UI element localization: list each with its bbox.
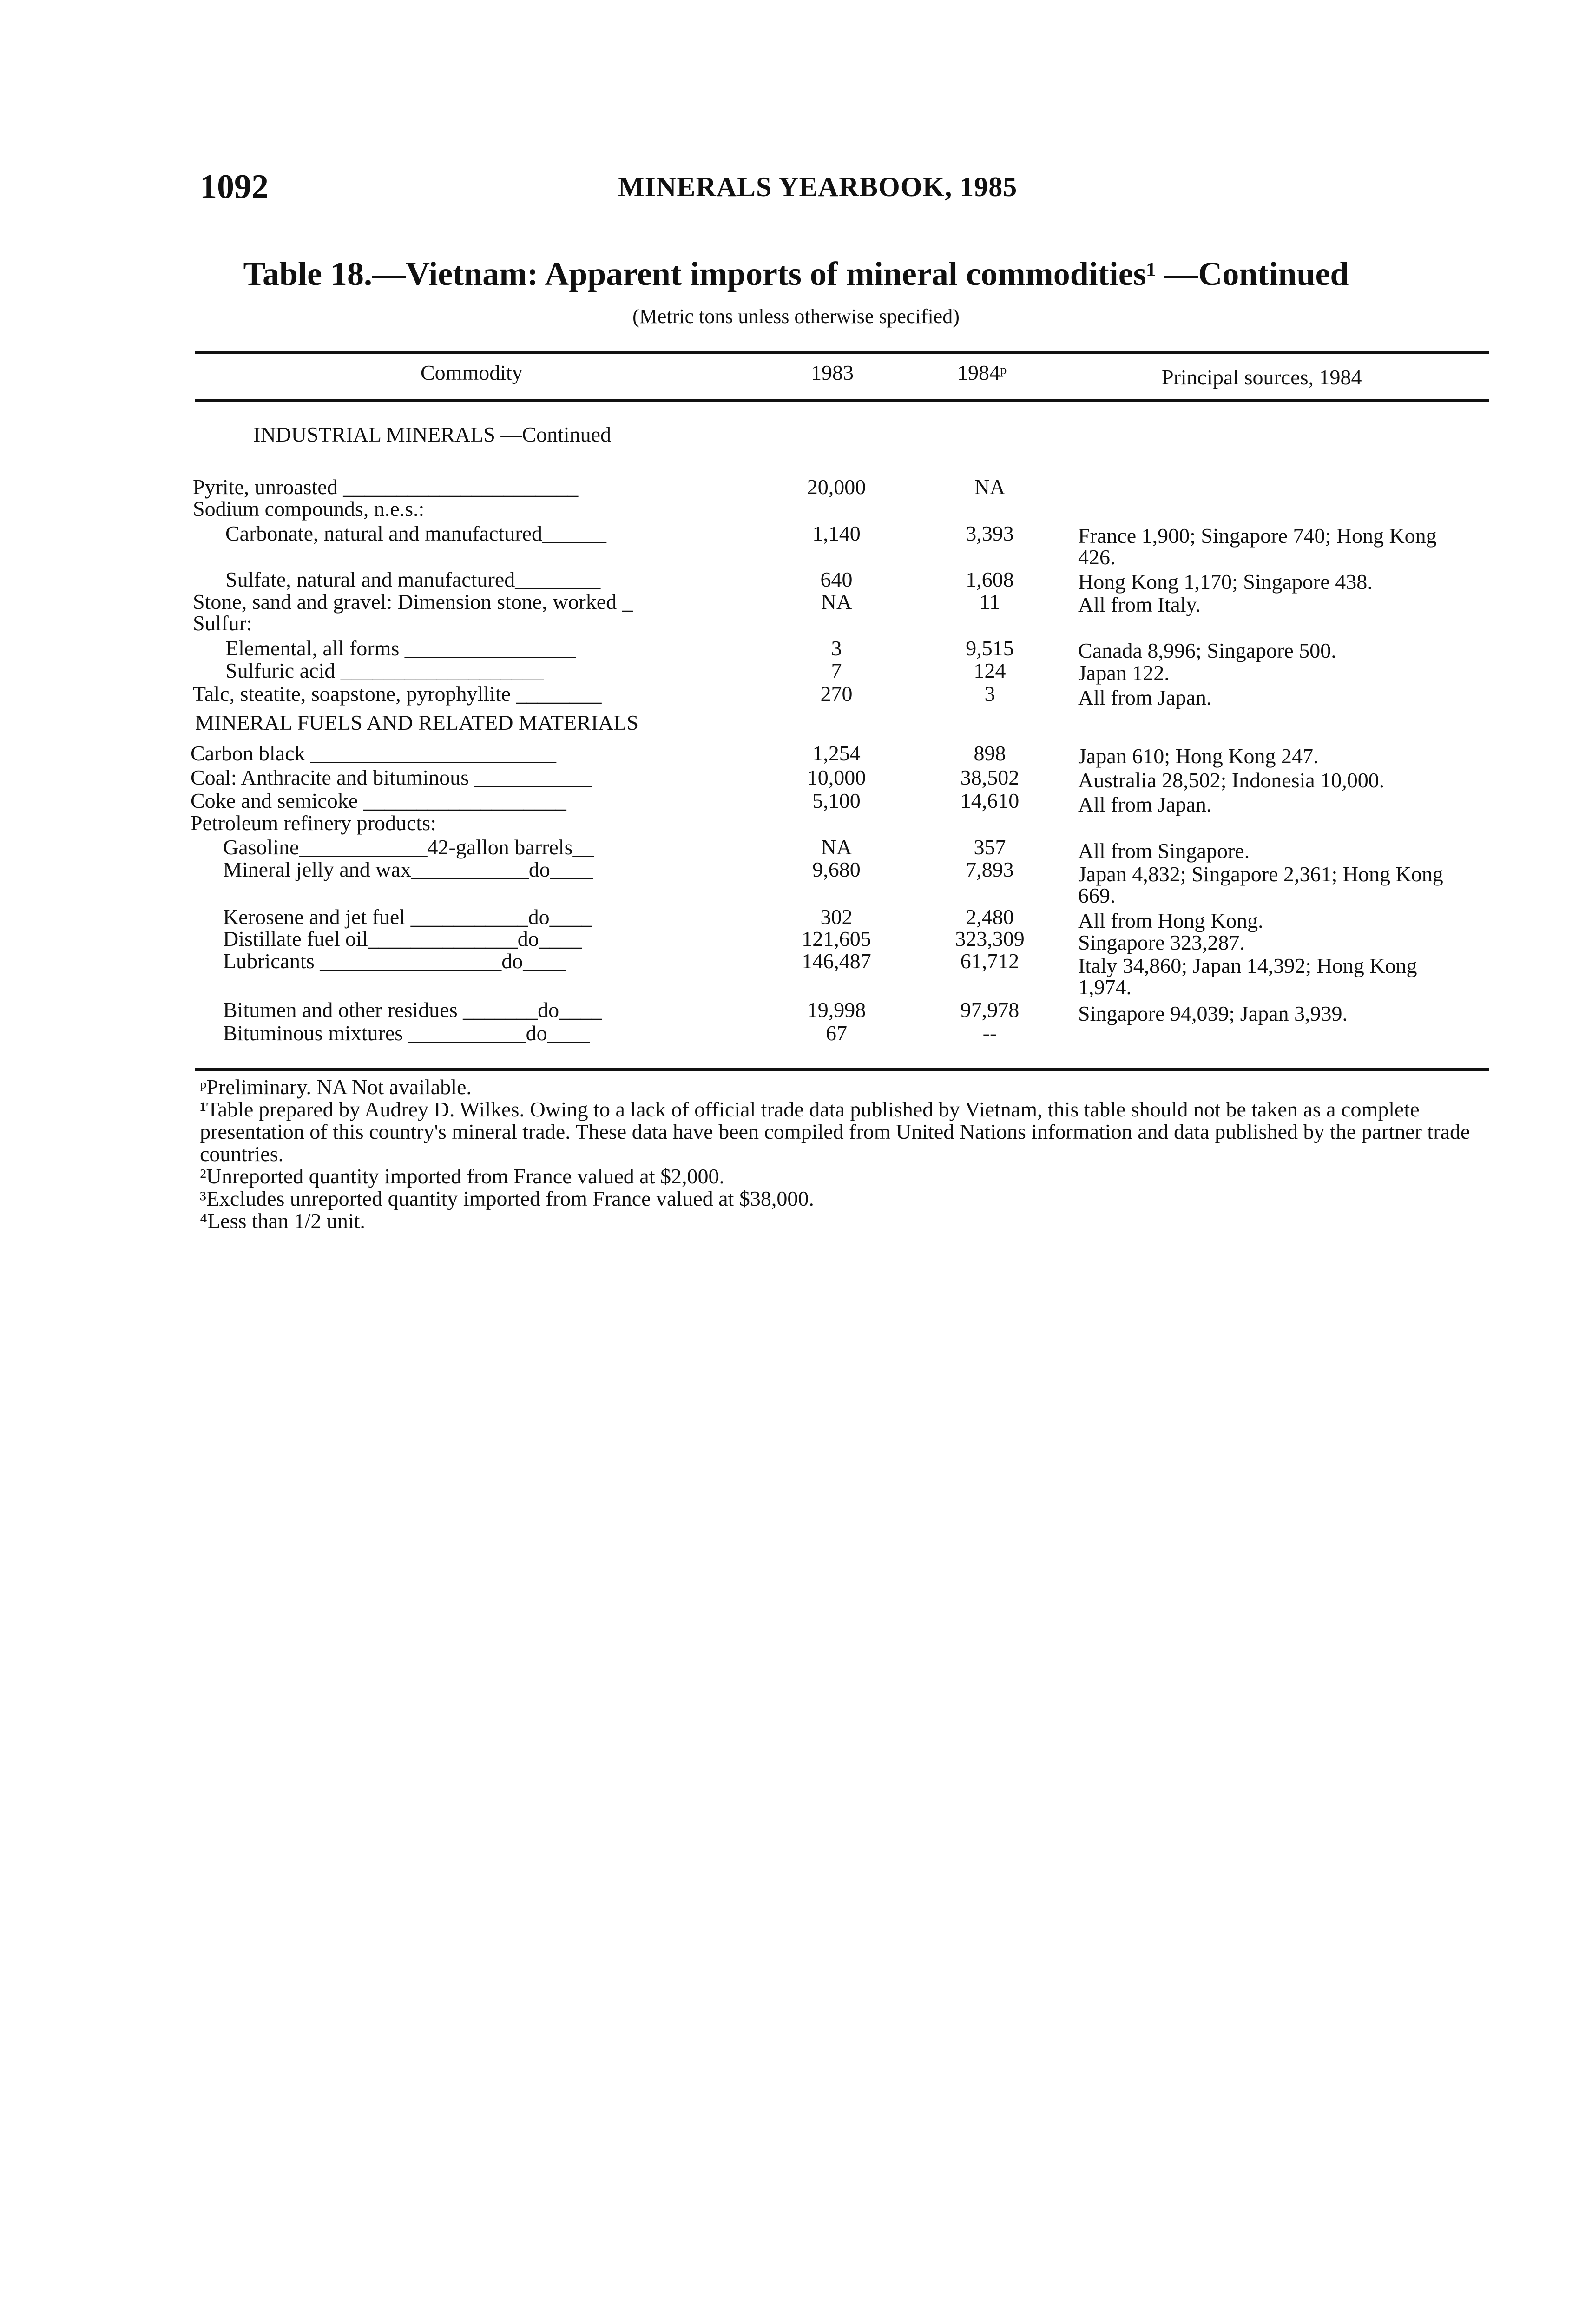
value-1983: NA [821, 835, 852, 859]
value-1984: 323,309 [955, 927, 1025, 951]
commodity-cell: Gasoline____________42-gallon barrels__ [223, 835, 594, 859]
page-number: 1092 [200, 168, 269, 206]
value-1983: 20,000 [807, 475, 866, 499]
sources-cell: France 1,900; Singapore 740; Hong Kong 426. [1078, 524, 1437, 569]
footnotes [188, 1076, 1485, 1232]
commodity-cell: Coke and semicoke ___________________ [191, 789, 566, 812]
value-1984: 61,712 [960, 949, 1020, 973]
column-header-1984: 1984ᵖ [957, 361, 1007, 384]
value-1984: NA [974, 475, 1006, 499]
commodity-cell: Elemental, all forms ________________ [225, 636, 576, 660]
table-bottom-rule [195, 1068, 1489, 1071]
value-1983: 302 [820, 905, 853, 929]
footnote: ⁴Less than 1/2 unit. [200, 1209, 365, 1233]
commodity-cell: Pyrite, unroasted ______________________ [193, 475, 579, 499]
commodity-cell: Carbonate, natural and manufactured______ [225, 522, 607, 545]
column-header-commodity: Commodity [421, 361, 523, 384]
commodity-cell: Lubricants _________________do____ [223, 949, 566, 973]
value-1984: 97,978 [960, 998, 1020, 1022]
sources-cell: Italy 34,860; Japan 14,392; Hong Kong 1,974. [1078, 954, 1417, 999]
value-1983: 67 [826, 1021, 847, 1045]
value-1983: 121,605 [802, 927, 871, 951]
commodity-cell: Bitumen and other residues _______do____ [223, 998, 602, 1022]
value-1984: 7,893 [966, 858, 1014, 881]
sources-cell: Canada 8,996; Singapore 500. [1078, 639, 1336, 662]
column-header-sources: Principal sources, 1984 [1162, 365, 1362, 389]
value-1984: 11 [979, 590, 1000, 614]
value-1984: 898 [974, 741, 1006, 765]
table-title: Table 18.—Vietnam: Apparent imports of mineral commodities¹ —Continued [243, 255, 1349, 292]
value-1984: 3 [984, 682, 995, 706]
value-1984: 3,393 [966, 522, 1014, 545]
value-1983: 19,998 [807, 998, 866, 1022]
value-1983: 270 [820, 682, 853, 706]
value-1984: -- [982, 1021, 997, 1045]
sources-cell: Singapore 94,039; Japan 3,939. [1078, 1002, 1348, 1025]
footnote: ᵖPreliminary. NA Not available. [200, 1075, 472, 1099]
sources-cell: Japan 4,832; Singapore 2,361; Hong Kong 669. [1078, 862, 1443, 907]
table-body [0, 0, 1592, 1069]
table-subtitle: (Metric tons unless otherwise specified) [632, 305, 960, 328]
commodity-cell: Coal: Anthracite and bituminous ___________ [191, 766, 592, 789]
footnote: ²Unreported quantity imported from France valued at $2,000. [200, 1164, 724, 1188]
value-1984: 2,480 [966, 905, 1014, 929]
value-1983: 5,100 [812, 789, 861, 812]
commodity-cell: Distillate fuel oil______________do____ [223, 927, 582, 951]
commodity-cell: Talc, steatite, soapstone, pyrophyllite ________ [193, 682, 602, 706]
sources-cell: All from Japan. [1078, 792, 1212, 816]
footnote: ¹Table prepared by Audrey D. Wilkes. Owing to a lack of official trade data published by Vietnam, this table should not be taken as a complete presentation of this country's mineral trade. These data have been compiled from United Nations information and data published by the partner trade countries. [200, 1097, 1470, 1166]
sources-cell: Japan 122. [1078, 661, 1170, 685]
commodity-cell: Sodium compounds, n.e.s.: [193, 497, 425, 521]
commodity-cell: Mineral jelly and wax___________do____ [223, 858, 593, 881]
value-1983: 146,487 [802, 949, 871, 973]
sources-cell: All from Singapore. [1078, 839, 1250, 863]
value-1983: 7 [831, 659, 842, 682]
commodity-cell: Stone, sand and gravel: Dimension stone, worked _ [193, 590, 633, 614]
value-1984: 1,608 [966, 568, 1014, 591]
commodity-cell: Bituminous mixtures ___________do____ [223, 1021, 590, 1045]
sources-cell: All from Hong Kong. [1078, 909, 1263, 932]
commodity-cell: Petroleum refinery products: [191, 811, 436, 835]
commodity-cell: Carbon black _______________________ [191, 741, 557, 765]
value-1984: 9,515 [966, 636, 1014, 660]
value-1983: 9,680 [812, 858, 861, 881]
commodity-cell: Sulfur: [193, 611, 252, 635]
sources-cell: Australia 28,502; Indonesia 10,000. [1078, 768, 1385, 792]
running-title: MINERALS YEARBOOK, 1985 [618, 172, 1018, 202]
column-header-1983: 1983 [811, 361, 854, 384]
section-label: MINERAL FUELS AND RELATED MATERIALS [195, 711, 639, 734]
value-1983: 1,254 [812, 741, 861, 765]
commodity-cell: Kerosene and jet fuel ___________do____ [223, 905, 592, 929]
commodity-cell: Sulfuric acid ___________________ [225, 659, 544, 682]
sources-cell: All from Japan. [1078, 686, 1212, 709]
value-1984: 357 [974, 835, 1006, 859]
value-1984: 124 [974, 659, 1006, 682]
value-1983: 3 [831, 636, 842, 660]
commodity-cell: Sulfate, natural and manufactured________ [225, 568, 601, 591]
value-1983: 640 [820, 568, 853, 591]
value-1983: 10,000 [807, 766, 866, 789]
sources-cell: Japan 610; Hong Kong 247. [1078, 744, 1319, 768]
value-1983: 1,140 [812, 522, 861, 545]
sources-cell: All from Italy. [1078, 593, 1201, 616]
value-1984: 14,610 [960, 789, 1020, 812]
value-1983: NA [821, 590, 852, 614]
sources-cell: Singapore 323,287. [1078, 931, 1245, 954]
sources-cell: Hong Kong 1,170; Singapore 438. [1078, 570, 1373, 594]
section-label: INDUSTRIAL MINERALS —Continued [253, 423, 612, 446]
footnote: ³Excludes unreported quantity imported from France valued at $38,000. [200, 1187, 814, 1210]
value-1984: 38,502 [960, 766, 1020, 789]
